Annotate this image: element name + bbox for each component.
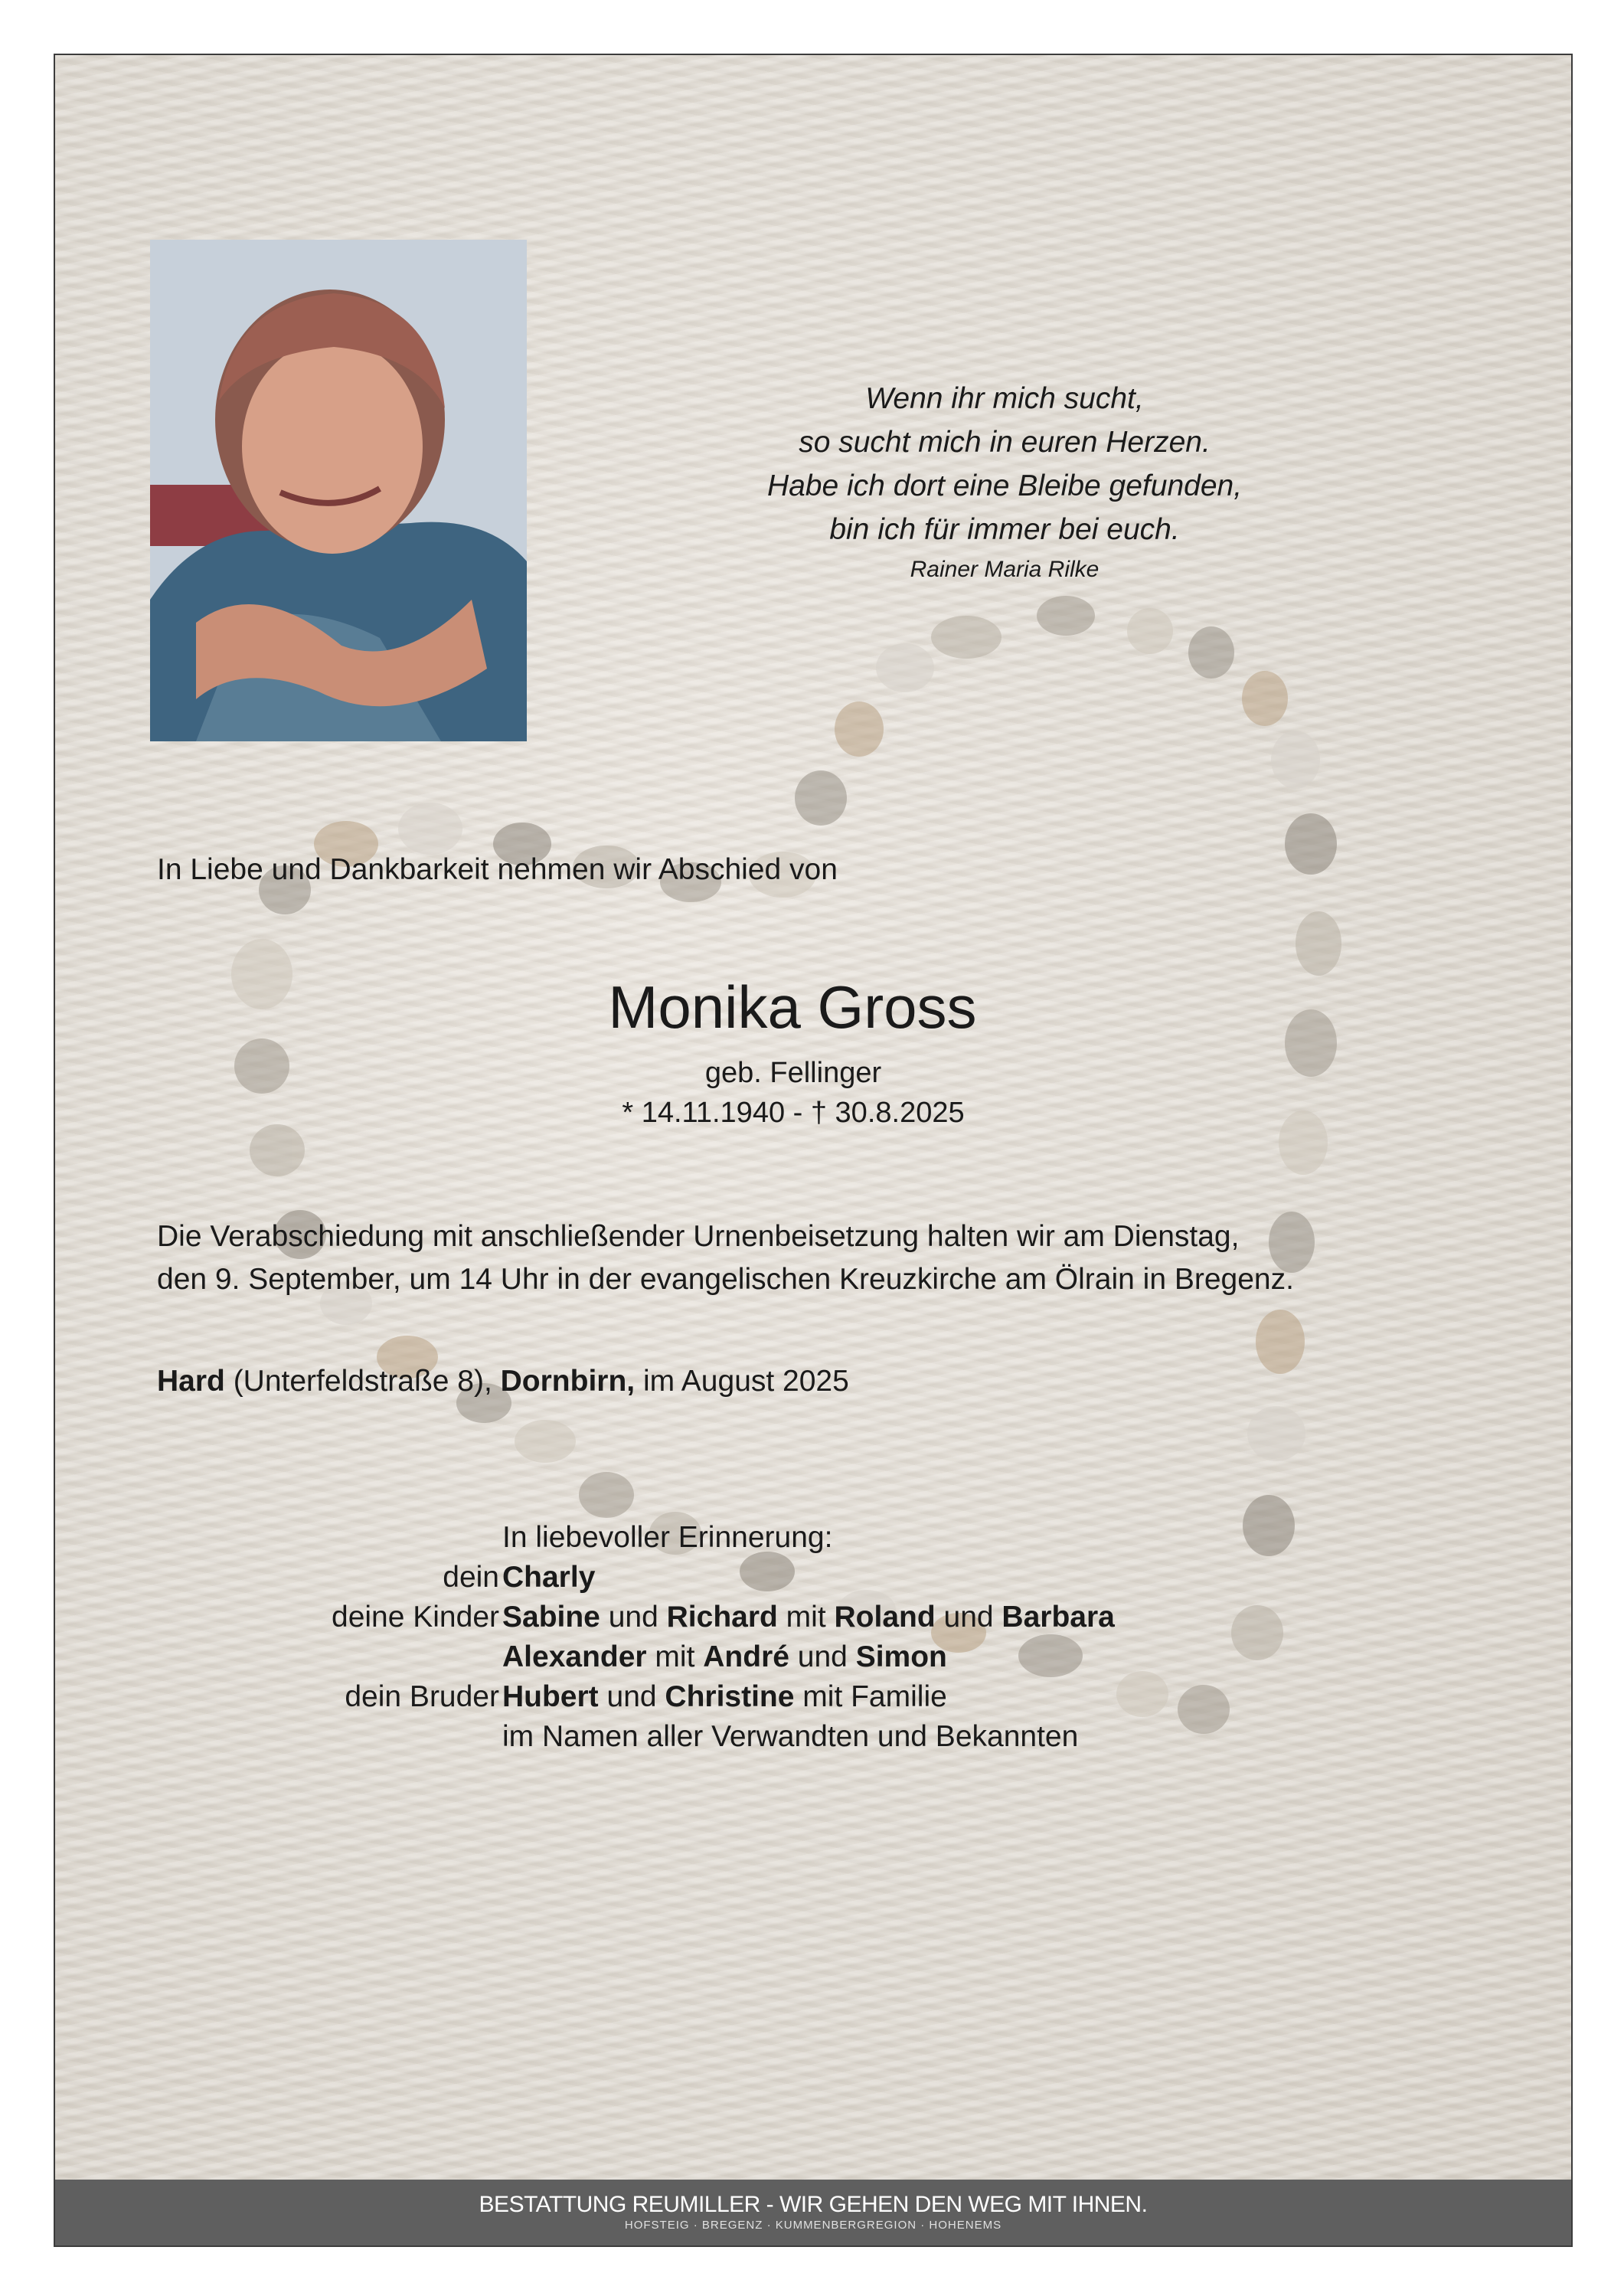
mourner-name: Simon bbox=[855, 1640, 947, 1673]
pebble bbox=[1247, 1406, 1305, 1461]
portrait-photo bbox=[150, 240, 527, 741]
pebble bbox=[876, 643, 934, 692]
pebble bbox=[1242, 671, 1288, 726]
ceremony-announcement bbox=[157, 1215, 1520, 1301]
pebble bbox=[1296, 911, 1341, 976]
mourner-connector: mit bbox=[646, 1640, 704, 1673]
mourner-row bbox=[55, 1717, 1571, 1757]
pebble bbox=[1256, 1310, 1305, 1374]
quote-line: Wenn ihr mich sucht, bbox=[865, 382, 1144, 415]
funeral-home-locations: HOFSTEIG · BREGENZ · KUMMENBERGREGION · HOHENEMS bbox=[624, 2219, 1002, 2232]
mourner-names bbox=[502, 1598, 1115, 1637]
pebble bbox=[1037, 596, 1095, 636]
mourner-names bbox=[502, 1677, 947, 1717]
mourner-row bbox=[55, 1677, 1571, 1717]
pebble bbox=[1285, 813, 1337, 875]
mourner-name: André bbox=[703, 1640, 789, 1673]
mourner-names bbox=[502, 1558, 595, 1598]
mourner-name: Alexander bbox=[502, 1640, 647, 1673]
mourner-connector: im Namen aller Verwandten und Bekannten bbox=[502, 1720, 1079, 1753]
mourner-row bbox=[55, 1637, 1571, 1677]
pebble bbox=[835, 702, 884, 757]
mourner-relation: deine Kinder bbox=[332, 1601, 499, 1634]
pebble bbox=[398, 803, 462, 855]
place-dornbirn: Dornbirn, bbox=[500, 1365, 636, 1398]
mourners-heading: In liebevoller Erinnerung: bbox=[502, 1521, 833, 1554]
mourner-row bbox=[55, 1558, 1571, 1598]
pebble bbox=[795, 770, 847, 826]
mourner-name: Charly bbox=[502, 1561, 596, 1594]
place-hard: Hard bbox=[157, 1365, 225, 1398]
obituary-sheet bbox=[54, 54, 1573, 2247]
funeral-home-footer bbox=[55, 2180, 1571, 2245]
deceased-name: Monika Gross bbox=[608, 973, 977, 1041]
pebble bbox=[579, 1472, 634, 1518]
mourner-connector: und bbox=[935, 1601, 1002, 1634]
intro-text: In Liebe und Dankbarkeit nehmen wir Abschied von bbox=[157, 853, 838, 886]
quote-author: Rainer Maria Rilke bbox=[910, 557, 1100, 582]
life-dates: * 14.11.1940 - † 30.8.2025 bbox=[622, 1097, 965, 1129]
month-year: im August 2025 bbox=[635, 1365, 849, 1398]
mourner-name: Richard bbox=[666, 1601, 778, 1634]
mourner-connector: und bbox=[789, 1640, 856, 1673]
memorial-quote bbox=[721, 377, 1288, 587]
quote-line: so sucht mich in euren Herzen. bbox=[799, 426, 1211, 459]
ceremony-line: den 9. September, um 14 Uhr in der evangelischen Kreuzkirche am Ölrain in Bregenz. bbox=[157, 1263, 1294, 1296]
mourner-connector: und bbox=[600, 1601, 667, 1634]
ceremony-line: Die Verabschiedung mit anschließender Urnenbeisetzung halten wir am Dienstag, bbox=[157, 1220, 1240, 1253]
mourner-name: Sabine bbox=[502, 1601, 600, 1634]
pebble bbox=[931, 616, 1002, 659]
birth-name: geb. Fellinger bbox=[704, 1057, 882, 1089]
mourner-name: Hubert bbox=[502, 1680, 599, 1713]
mourner-name: Barbara bbox=[1002, 1601, 1115, 1634]
quote-line: bin ich für immer bei euch. bbox=[829, 513, 1180, 546]
mourner-name: Christine bbox=[665, 1680, 795, 1713]
address: (Unterfeldstraße 8), bbox=[224, 1365, 501, 1398]
pebble bbox=[515, 1420, 576, 1463]
pebble bbox=[1188, 626, 1234, 679]
mourners-heading-row bbox=[55, 1518, 1571, 1558]
mourner-relation: dein bbox=[443, 1561, 499, 1594]
mourner-relation: dein Bruder bbox=[345, 1680, 499, 1713]
mourners-list bbox=[55, 1518, 1571, 1757]
mourner-connector: und bbox=[598, 1680, 665, 1713]
mourner-connector: mit Familie bbox=[794, 1680, 947, 1713]
quote-line: Habe ich dort eine Bleibe gefunden, bbox=[766, 469, 1243, 502]
mourner-name: Roland bbox=[834, 1601, 936, 1634]
pebble bbox=[250, 1124, 305, 1176]
mourner-names bbox=[502, 1717, 1078, 1757]
mourner-row bbox=[55, 1598, 1571, 1637]
pebble bbox=[1127, 608, 1173, 654]
mourner-names bbox=[502, 1637, 947, 1677]
mourner-connector: mit bbox=[777, 1601, 835, 1634]
pebble bbox=[1271, 731, 1320, 789]
place-and-date bbox=[157, 1365, 849, 1398]
funeral-home-slogan: BESTATTUNG REUMILLER - WIR GEHEN DEN WEG MIT IHNEN. bbox=[479, 2192, 1148, 2217]
